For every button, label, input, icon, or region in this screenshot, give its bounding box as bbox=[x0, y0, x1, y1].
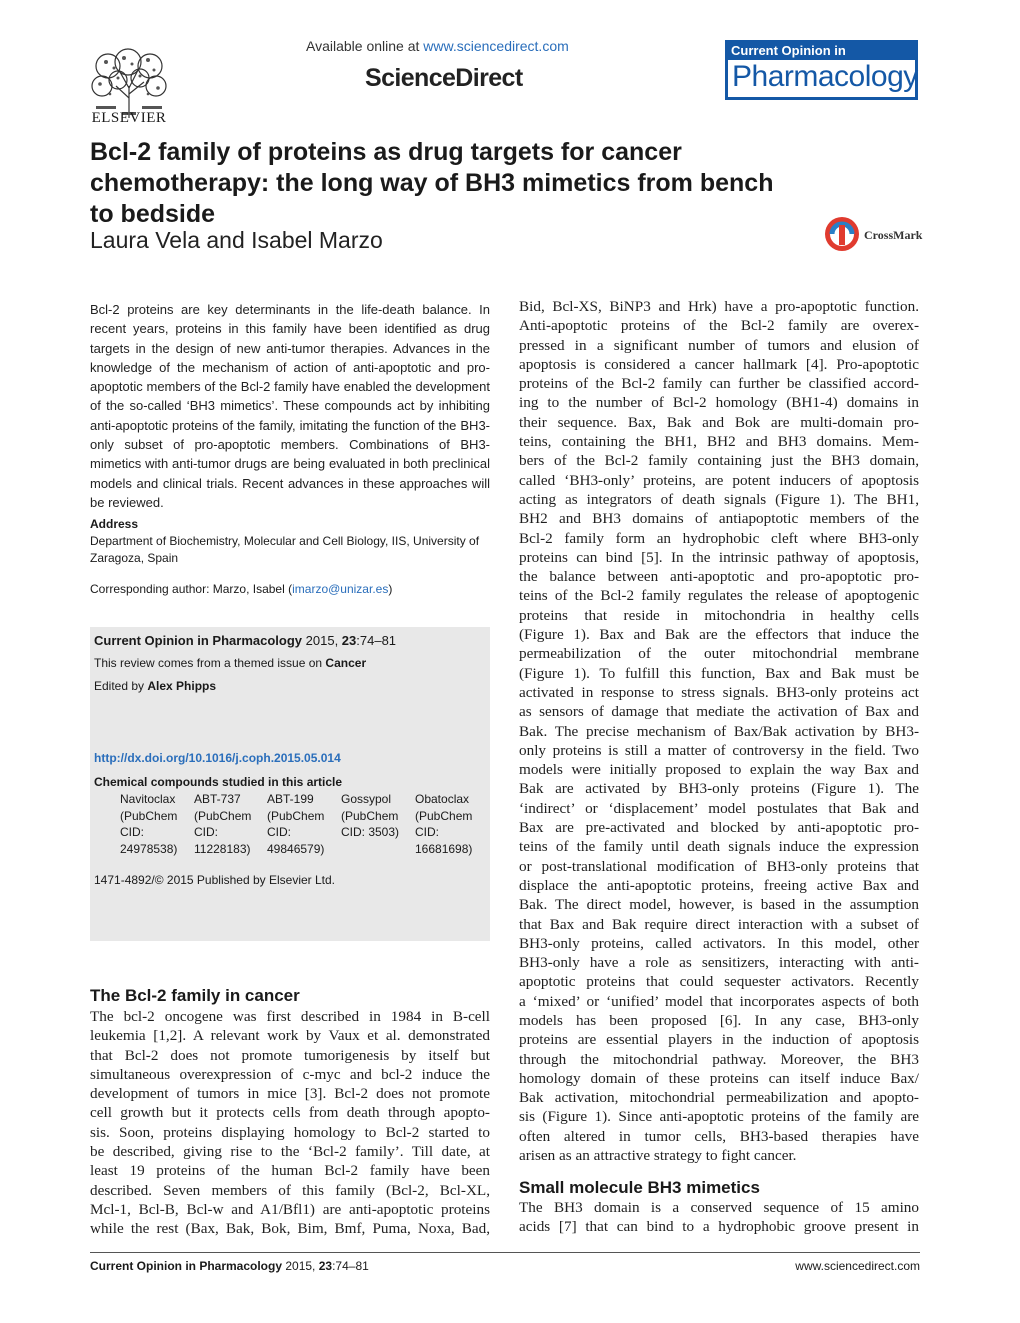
article-authors: Laura Vela and Isabel Marzo bbox=[90, 227, 383, 253]
compound-navitoclax: Navitoclax (PubChem CID: 24978538) bbox=[120, 792, 178, 856]
text-line: proteins are essential players in the induction of apoptosis bbox=[519, 1031, 919, 1049]
text-line: proteins that reside in mitochondria in healthy cells bbox=[519, 606, 919, 624]
text-line: (Figure 1). To fulfill this function, Bax and Bak must be bbox=[519, 664, 919, 682]
text-line: Bcl-2 family form an hydrophobic cleft where BH3-only bbox=[519, 529, 919, 547]
journal-logo-line1: Current Opinion in bbox=[731, 43, 846, 58]
section-heading-bh3-mimetics: Small molecule BH3 mimetics bbox=[519, 1178, 760, 1197]
section-heading-bcl2-family: The Bcl-2 family in cancer bbox=[90, 986, 300, 1005]
address-text: Department of Biochemistry, Molecular and Cell Biology, IIS, University of Zaragoza, Spain bbox=[90, 534, 480, 565]
text-line: Bak. The precise mechanism of Bax/Bak activation by BH3- bbox=[519, 722, 919, 740]
info-citation: Current Opinion in Pharmacology 2015, 23:74–81 bbox=[94, 633, 397, 648]
text-line: BH3-only have a role as sensitizers, interacting with anti- bbox=[519, 954, 919, 972]
availability-line: Available online at www.sciencedirect.com bbox=[306, 38, 569, 54]
text-line: Bak activation, mitochondrial permeabilization and apopto- bbox=[519, 1089, 919, 1107]
text-line: acting as integrators of death signals (Figure 1). The BH1, bbox=[519, 490, 919, 508]
article-info-box bbox=[90, 627, 490, 941]
info-editor: Edited by Alex Phipps bbox=[94, 679, 217, 693]
text-line: often altered in tumor cells, BH3-based therapies have bbox=[519, 1127, 919, 1145]
text-line: pressed in a significant number of tumors and elusion of bbox=[519, 336, 919, 354]
text-line: through the mitochondrial pathway. Moreover, the BH3 bbox=[519, 1050, 919, 1068]
text-line: leukemia [1,2]. A relevant work by Vaux et al. demonstrated bbox=[90, 1027, 490, 1045]
platform-name: ScienceDirect bbox=[365, 64, 523, 92]
text-line: sis (Figure 1). Since anti-apoptotic proteins of the family are bbox=[519, 1108, 919, 1126]
text-line: cell growth but it protects cells from death through apopto- bbox=[90, 1104, 490, 1122]
text-line: proteins of the Bcl-2 family can further be classified accord- bbox=[519, 375, 919, 393]
text-line: models has been proposed [6]. In any case, BH3-only bbox=[519, 1011, 919, 1029]
doi-link[interactable]: http://dx.doi.org/10.1016/j.coph.2015.05.014 bbox=[94, 751, 341, 765]
abstract: Bcl-2 proteins are key determinants in the life-death balance. In recent years, proteins in this family have been identified as drug targets in the design of new anti-tumor therapies. Advances in the knowledge of the mechanism of action of anti-apoptotic and pro-apoptotic members of the Bcl-2 family have enabled the development of the so-called ‘BH3 mimetics’. These compounds act by inhibiting anti-apoptotic proteins of the family, imitating the function of the BH3-only subset of pro-apoptotic members. Combinations of BH3-mimetics with anti-tumor drugs are being evaluated in both preclinical models and clinical trials. Recent advances in these approaches will be reviewed. bbox=[90, 302, 490, 510]
journal-logo-line2: Pharmacology bbox=[732, 60, 918, 93]
author-email-link[interactable]: imarzo@unizar.es bbox=[292, 582, 389, 596]
compounds-title: Chemical compounds studied in this article bbox=[94, 775, 343, 789]
text-line: simultaneous overexpression of c-myc and bcl-2 induce the bbox=[90, 1065, 490, 1083]
text-line: Bak. The direct model, however, is based in the assumption bbox=[519, 896, 919, 914]
text-line: while the rest (Bax, Bak, Bok, Bim, Bmf, Puma, Noxa, Bad, bbox=[90, 1220, 490, 1238]
text-line: homology domain of these proteins can itself induce Bax/ bbox=[519, 1069, 919, 1087]
text-line: their sequence. Bax, Bak and Bok are multi-domain pro- bbox=[519, 413, 919, 431]
text-line: a ‘mixed’ or ‘unified’ model that incorporates aspects of both bbox=[519, 992, 919, 1010]
corresponding-author: Corresponding author: Marzo, Isabel (imarzo@unizar.es) bbox=[90, 582, 393, 596]
compound-abt199: ABT-199 (PubChem CID: 49846579) bbox=[267, 792, 325, 856]
compound-gossypol: Gossypol (PubChem CID: 3503) bbox=[341, 792, 400, 839]
text-line: Anti-apoptotic proteins of the Bcl-2 family are overex- bbox=[519, 317, 919, 335]
text-line: bers of the Bcl-2 family containing just the BH3 domain, bbox=[519, 452, 919, 470]
journal-logo bbox=[725, 40, 918, 100]
compound-abt737: ABT-737 (PubChem CID: 11228183) bbox=[194, 792, 252, 856]
text-line: Bak are activated by BH3-only proteins (Figure 1). The bbox=[519, 780, 919, 798]
text-line: described. Seven members of this family (Bcl-2, Bcl-XL, bbox=[90, 1181, 490, 1199]
text-line: proteins can bind [5]. In the intrinsic pathway of apoptosis, bbox=[519, 548, 919, 566]
text-line: The BH3 domain is a conserved sequence of 15 amino bbox=[519, 1199, 919, 1216]
footer-citation: Current Opinion in Pharmacology 2015, 23:74–81 bbox=[90, 1259, 369, 1273]
text-line: BH2 and BH3 domains of antiapoptotic members of the bbox=[519, 510, 919, 528]
text-line: or post-translational modification of BH3-only proteins that bbox=[519, 857, 919, 875]
text-line: Bid, Bcl-XS, BiNP3 and Hrk) have a pro-apoptotic function. bbox=[519, 298, 919, 315]
text-line: arisen as an attractive strategy to fight cancer. bbox=[519, 1147, 797, 1165]
text-line: teins of the Bcl-2 family regulates the release of apoptogenic bbox=[519, 587, 919, 605]
text-line: ‘indirect’ or ‘displacement’ model postulates that Bak and bbox=[519, 799, 919, 817]
text-line: BH3-only proteins, called activators. In this model, other bbox=[519, 934, 919, 952]
text-line: models were initially proposed to explain the way Bax and bbox=[519, 761, 919, 779]
article-title: Bcl-2 family of proteins as drug targets for cancer chemotherapy: the long way of BH3 mimetics from bench to bedside bbox=[90, 138, 774, 228]
text-line: sis. Soon, proteins displaying homology to Bcl-2 started to bbox=[90, 1123, 490, 1141]
copyright: 1471-4892/© 2015 Published by Elsevier Ltd. bbox=[94, 873, 336, 887]
text-line: least 19 proteins of the human Bcl-2 family have been bbox=[90, 1162, 490, 1180]
footer-url[interactable]: www.sciencedirect.com bbox=[795, 1259, 920, 1273]
text-line: activated in response to stress signals. BH3-only proteins act bbox=[519, 683, 919, 701]
text-line: development of tumors in mice [3]. Bcl-2 does not promote bbox=[90, 1085, 490, 1103]
text-line: teins, containing the BH1, BH2 and BH3 domains. Mem- bbox=[519, 433, 919, 451]
text-line: (Figure 1). Bax and Bak are the effectors that induce the bbox=[519, 626, 919, 644]
text-line: only proteins is still a matter of controversy in the field. Two bbox=[519, 741, 919, 759]
text-line: ing to the number of Bcl-2 homology (BH1-4) domains in bbox=[519, 394, 919, 412]
text-line: called ‘BH3-only’ proteins, are potent inducers of apoptosis bbox=[519, 471, 919, 489]
section1-body bbox=[90, 1007, 490, 1239]
text-line: as sensors of damage that mediate the activation of Bax and bbox=[519, 703, 919, 721]
info-theme: This review comes from a themed issue on Cancer bbox=[94, 656, 367, 670]
section2-body bbox=[519, 1198, 919, 1237]
text-line: the balance between anti-apoptotic and pro-apoptotic pro- bbox=[519, 568, 919, 586]
address-label: Address bbox=[90, 517, 139, 531]
text-line: Bax are pre-activated and blocked by anti-apoptotic pro- bbox=[519, 819, 919, 837]
sciencedirect-link[interactable]: www.sciencedirect.com bbox=[423, 38, 569, 54]
text-line: acids [7] that can bind to a hydrophobic groove present in bbox=[519, 1218, 919, 1236]
crossmark-label: CrossMark bbox=[864, 228, 923, 242]
text-line: apoptotic proteins that could sequester activators. Recently bbox=[519, 973, 919, 991]
text-line: The bcl-2 oncogene was first described in 1984 in B-cell bbox=[90, 1008, 490, 1025]
text-line: apoptosis is considered a cancer hallmark [4]. Pro-apoptotic bbox=[519, 355, 919, 373]
right-column-body bbox=[519, 297, 919, 1165]
text-line: Mcl-1, Bcl-B, Bcl-w and A1/Bfl1) are anti-apoptotic proteins bbox=[90, 1200, 490, 1218]
publisher-name: ELSEVIER bbox=[91, 110, 167, 126]
text-line: permeabilization of the outer mitochondrial membrane bbox=[519, 645, 919, 663]
text-line: displace the anti-apoptotic proteins, freeing active Bax and bbox=[519, 876, 919, 894]
footer-divider bbox=[90, 1252, 920, 1253]
compound-obatoclax: Obatoclax (PubChem CID: 16681698) bbox=[415, 792, 473, 856]
text-line: that Bcl-2 does not promote tumorigenesis by itself but bbox=[90, 1046, 490, 1064]
text-line: that Bax and Bak require direct interaction with a subset of bbox=[519, 915, 919, 933]
text-line: be described, giving rise to the ‘Bcl-2 family’. Till date, at bbox=[90, 1143, 490, 1161]
text-line: teins of the family until death signals induce the expression bbox=[519, 838, 919, 856]
